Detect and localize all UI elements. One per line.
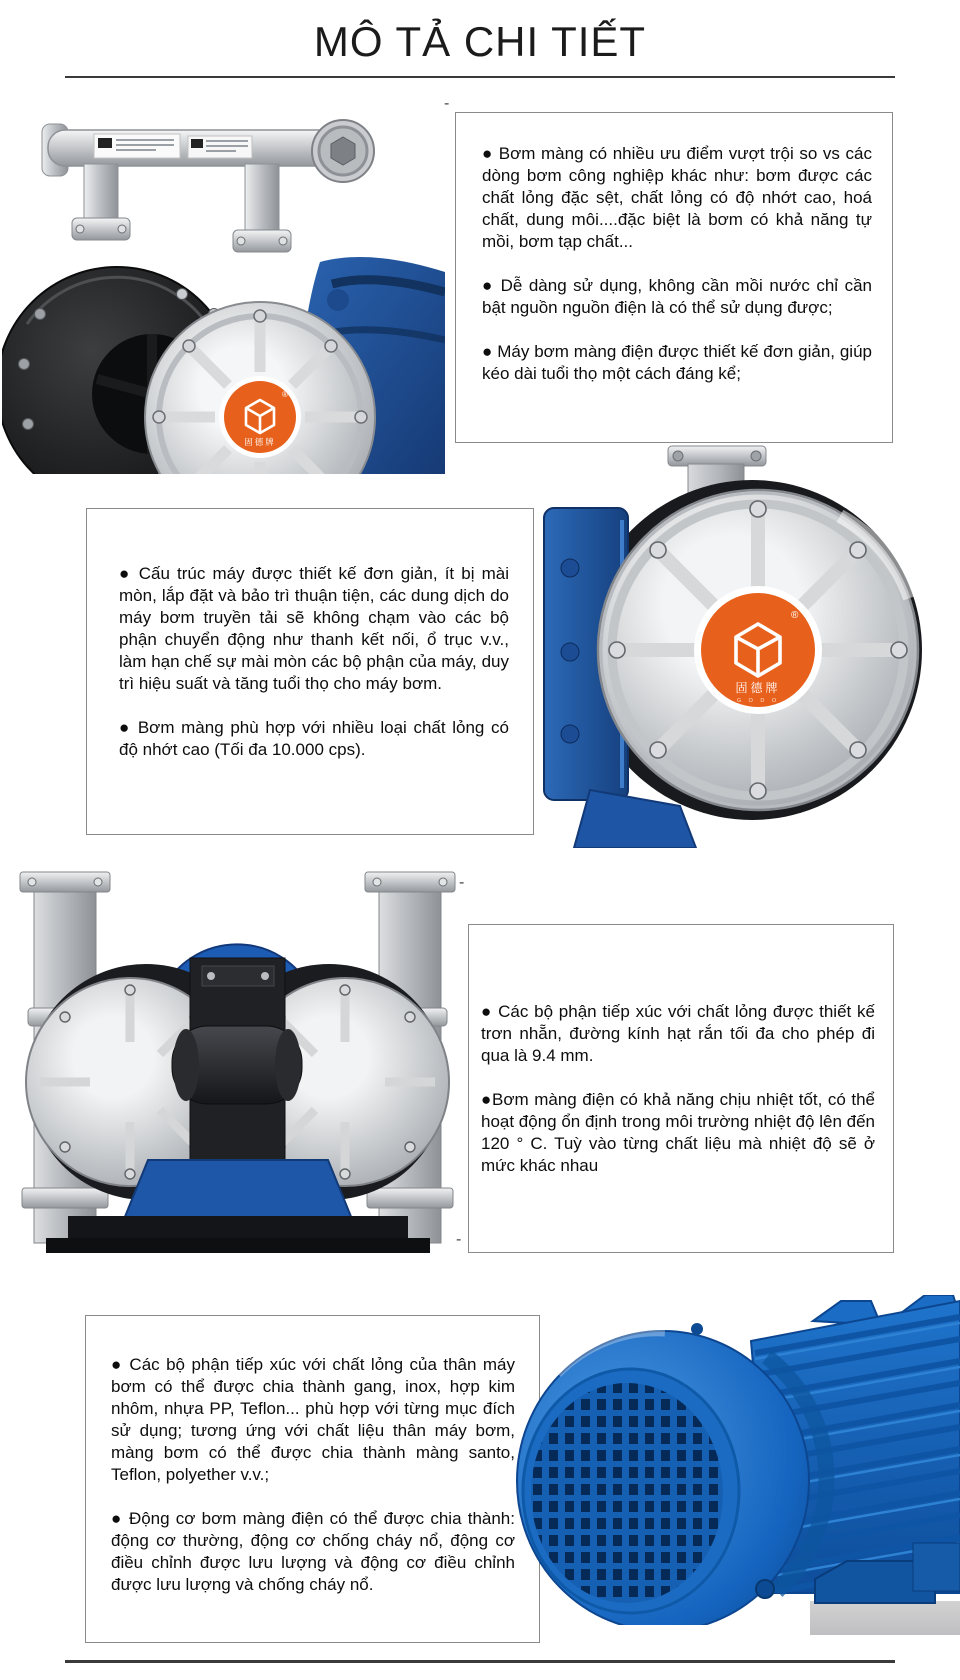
features-box-4 bbox=[85, 1315, 540, 1643]
brand-latin-text: G O D O bbox=[736, 698, 780, 704]
pump-label-sticker bbox=[94, 134, 252, 158]
dash-artifact: - bbox=[459, 874, 465, 891]
page-title: MÔ TẢ CHI TIẾT bbox=[313, 18, 647, 65]
feature-paragraph: ● Bơm màng có nhiều ưu điểm vượt trội so vs các dòng bơm công nghiệp khác như: bơm được các chất lỏng đặc sệt, chất lỏng có độ nhớt cao, hoá chất, dung môi....đặc biệt là bơm có khả năng tự mồi, bơm tạp chất... bbox=[482, 144, 872, 251]
features-box-3 bbox=[468, 924, 894, 1253]
inlet-pipes bbox=[72, 164, 291, 252]
features-box-1 bbox=[455, 112, 893, 443]
center-black-body bbox=[172, 958, 302, 1188]
brand-badge bbox=[219, 376, 301, 458]
feature-paragraph: ● Dễ dàng sử dụng, không cần mồi nước chỉ cần bật nguồn nguồn điện là có thể sử dụng được; bbox=[482, 276, 872, 317]
bottom-divider-line bbox=[65, 1660, 895, 1663]
pump-photo-angled-icon bbox=[2, 94, 445, 474]
motor-fan-dome bbox=[517, 1323, 826, 1625]
blue-base bbox=[122, 1160, 354, 1224]
pump-photo-round-casing-icon bbox=[530, 438, 960, 848]
brand-cn-text: 固德牌 bbox=[244, 437, 276, 447]
motor-photo-icon bbox=[515, 1295, 960, 1625]
brand-badge bbox=[694, 586, 822, 714]
dash-artifact: - bbox=[456, 1231, 462, 1248]
feature-paragraph: ● Bơm màng phù hợp với nhiều loại chất lỏng có độ nhớt cao (Tối đa 10.000 cps). bbox=[119, 718, 509, 759]
registered-mark: ® bbox=[791, 610, 799, 621]
feature-paragraph: ● Các bộ phận tiếp xúc với chất lỏng được thiết kế trơn nhẵn, đường kính hạt rắn tối đa cho phép đi qua là 9.4 mm. bbox=[481, 1002, 875, 1065]
feature-paragraph: ● Động cơ bơm màng điện có thể được chia thành: động cơ thường, động cơ chống cháy nổ, động cơ điều chỉnh được lưu lượng và động cơ điều chỉnh được lưu lượng và chống cháy nổ. bbox=[111, 1509, 515, 1594]
black-platform-base bbox=[46, 1238, 430, 1253]
title-divider-line bbox=[65, 76, 895, 78]
feature-paragraph: ● Máy bơm màng điện được thiết kế đơn giản, giúp kéo dài tuổi thọ một cách đáng kể; bbox=[482, 342, 872, 383]
pump-photo-front-icon bbox=[10, 858, 465, 1253]
feature-paragraph: ●Bơm màng điện có khả năng chịu nhiệt tốt, có thể hoạt động ổn định trong môi trường nhiệt độ lên đến 120 ° C. Tuỳ vào từng chất liệu mà nhiệt độ sẽ ở mức khác nhau bbox=[481, 1090, 875, 1175]
registered-mark: ® bbox=[282, 390, 288, 399]
dash-artifact: - bbox=[444, 95, 450, 112]
feature-paragraph: ● Cấu trúc máy được thiết kế đơn giản, ít bị mài mòn, lắp đặt và bảo trì thuận tiện, các dung dịch do máy bơm truyền tải sẽ không chạm vào các bộ phận chuyển động như thanh kết nối, ổ trục v.v., làm hạn chế sự mài mòn các bộ phận của máy, duy trì hiệu suất và tăng tuổi thọ cho máy bơm. bbox=[119, 564, 509, 693]
brand-cn-text: 固德牌 bbox=[735, 681, 781, 695]
features-box-2 bbox=[86, 508, 534, 835]
feature-paragraph: ● Các bộ phận tiếp xúc với chất lỏng của thân máy bơm có thể được chia thành gang, inox, hợp kim nhôm, nhựa PP, Teflon... phù hợp với từng mục đích sử dụng; tương ứng với chất liệu thân máy bơm, màng bơm có thể được chia thành màng santo, Teflon, polyether v.v.; bbox=[111, 1355, 515, 1484]
stainless-casing bbox=[598, 490, 918, 810]
